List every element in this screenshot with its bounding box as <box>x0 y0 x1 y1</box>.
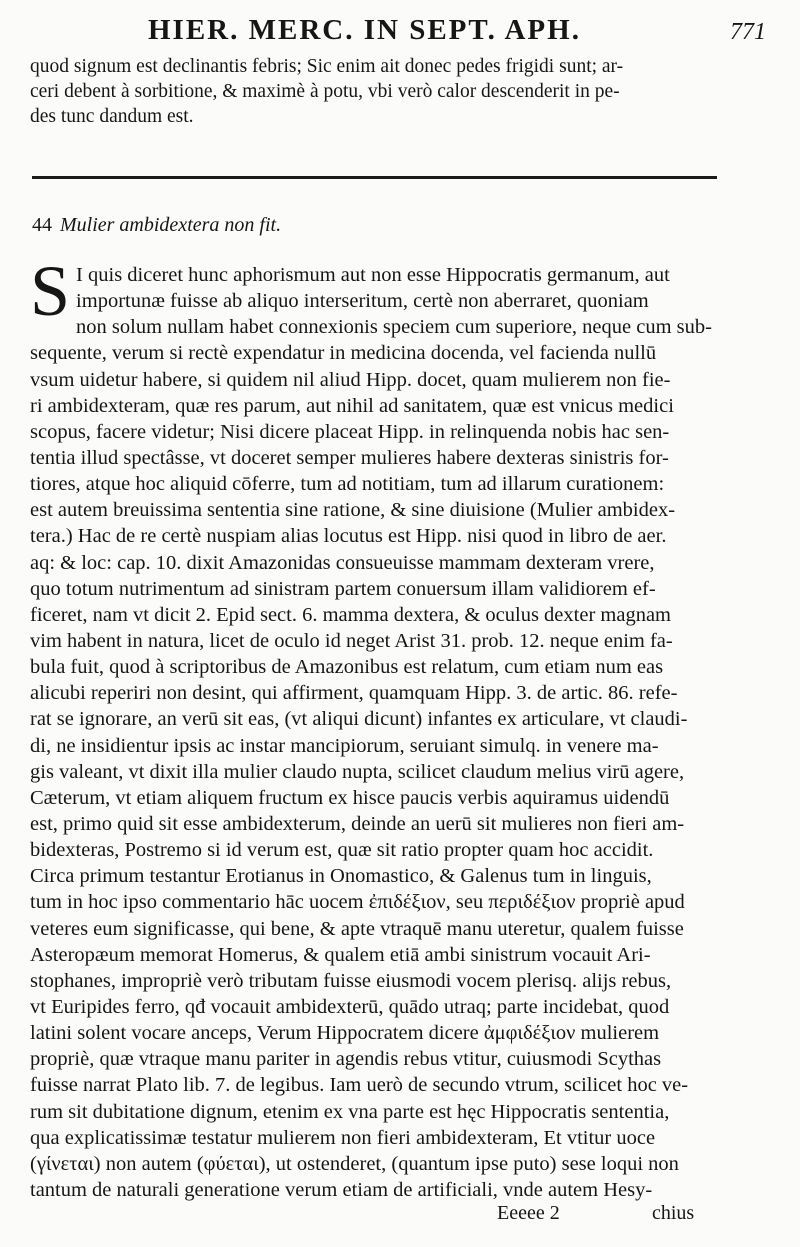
text-line: ceri debent à sorbitione, & maximè à potu, vbi verò calor descenderit in pe- <box>30 81 620 102</box>
text-line: tum in hoc ipso commentario hāc uocem ἐπιδέξιον, seu περιδέξιον propriè apud <box>30 891 685 914</box>
text-line: propriè, quæ vtraque manu pariter in agendis rebus vtitur, cuiusmodi Scythas <box>30 1048 662 1071</box>
text-line: quod signum est declinantis febris; Sic enim ait donec pedes frigidi sunt; ar- <box>30 56 624 77</box>
text-line: aq: & loc: cap. 10. dixit Amazonidas consueuisse mammam dexteram vrere, <box>30 551 655 574</box>
text-line: Asteropæum memorat Homerus, & qualem etiā ambi sinistrum vocauit Ari- <box>30 943 651 966</box>
aphorism-number: 44 <box>32 214 52 236</box>
running-title: HIER. MERC. IN SEPT. APH. <box>148 14 581 46</box>
continued-paragraph <box>30 54 715 129</box>
text-line: tantum de naturali generatione verum etiam de artificiali, vnde autem Hesy- <box>30 1178 653 1201</box>
text-line: latini solent vocare anceps, Verum Hippocratem dicere ἀμφιδέξιον mulierem <box>30 1022 660 1045</box>
page-number: 771 <box>730 19 766 45</box>
text-line: rat se ignorare, an verū sit eas, (vt aliqui dicunt) infantes ex articulare, vt claudi- <box>30 708 688 731</box>
text-line: di, ne insidientur ipsis ac instar mancipiorum, seruiant simulq. in venere ma- <box>30 734 659 757</box>
text-line: I quis diceret hunc aphorismum aut non esse Hippocratis germanum, aut <box>76 264 670 286</box>
aphorism-text: Mulier ambidextera non fit. <box>60 214 282 236</box>
text-line: Cæterum, vt etiam aliquem fructum ex hisce paucis verbis aquiramus uidendū <box>30 786 670 809</box>
text-line: tera.) Hac de re certè nuspiam alias locutus est Hipp. nisi quod in libro de aer. <box>30 525 667 548</box>
text-line: ri ambidexteram, quæ res parum, aut nihil ad sanitatem, quæ est vnicus medici <box>30 394 674 417</box>
running-header <box>30 14 770 54</box>
text-line: vim habent in natura, licet de oculo id neget Arist 31. prob. 12. neque enim fa- <box>30 629 673 652</box>
text-line: vt Euripides ferro, qđ vocauit ambidexterū, quādo utraq; parte incidebat, quod <box>30 995 670 1018</box>
text-line: fuisse narrat Plato lib. 7. de legibus. Iam uerò de secundo vtrum, scilicet hoc ve- <box>30 1074 689 1097</box>
text-line: importunæ fuisse ab aliquo interseritum, certè non aberraret, quoniam <box>76 290 649 313</box>
section-divider <box>32 176 717 179</box>
text-line: veteres eum significasse, qui bene, & apte vtraquē manu uteretur, qualem fuisse <box>30 917 684 940</box>
text-line: non solum nullam habet connexionis speciem cum superiore, neque cum sub- <box>76 316 712 339</box>
text-line: stophanes, impropriè verò tributam fuisse eiusmodi vocem plerisq. alijs rebus, <box>30 969 672 992</box>
signature-mark: Eeeee 2 <box>497 1202 560 1224</box>
text-line: est, primo quid sit esse ambidexterum, deinde an uerū sit mulieres non fieri am- <box>30 812 685 835</box>
text-line: bidexteras, Postremo si id verum est, quæ sit ratio propter quam hoc accidit. <box>30 839 654 862</box>
text-line: vsum uidetur habere, si quidem nil aliud Hipp. docet, quam mulierem non fie- <box>30 368 671 391</box>
text-line: rum sit dubitatione dignum, etenim ex vna parte est hęc Hippocratis sententia, <box>30 1100 670 1123</box>
text-line: tiores, atque hoc aliquid cōferre, tum ad notitiam, tum ad illarum curationem: <box>30 473 665 496</box>
text-line: alicubi reperiri non desint, qui affirment, quamquam Hipp. 3. de artic. 86. refe- <box>30 682 678 705</box>
drop-cap: S <box>30 251 71 331</box>
text-line: quo totum nutrimentum ad sinistram partem conuersum illam validiorem ef- <box>30 577 656 600</box>
text-line: tentia illud spectâsse, vt doceret semper mulieres habere dexteras sinistris for- <box>30 446 669 469</box>
text-line: qua explicatissimæ testatur mulierem non fieri ambidexteram, Et vtitur uoce <box>30 1126 656 1149</box>
text-line: (γίνεται) non autem (φύεται), ut ostenderet, (quantum ipse puto) sese loqui non <box>30 1152 679 1175</box>
catchword: chius <box>652 1202 695 1224</box>
text-line: bula fuit, quod à scriptoribus de Amazonibus est relatum, cum etiam num eas <box>30 656 664 679</box>
commentary-body <box>30 251 738 1203</box>
text-line: gis valeant, vt dixit illa mulier claudo nupta, scilicet claudum melius virū agere, <box>30 760 685 783</box>
aphorism-heading <box>32 214 717 237</box>
text-line: scopus, facere videtur; Nisi dicere placeat Hipp. in relinquenda nobis hac sen- <box>30 420 670 443</box>
text-line: sequente, verum si rectè expendatur in medicina docenda, vel facienda nullū <box>30 342 657 365</box>
text-line: est autem breuissima sententia sine ratione, & sine diuisione (Mulier ambidex- <box>30 499 676 522</box>
text-line: des tunc dandum est. <box>30 106 194 127</box>
text-line: Circa primum testantur Erotianus in Onomastico, & Galenus tum in linguis, <box>30 865 652 888</box>
text-line: ficeret, nam vt dicit 2. Epid sect. 6. mamma dextera, & oculus dexter magnam <box>30 603 671 626</box>
